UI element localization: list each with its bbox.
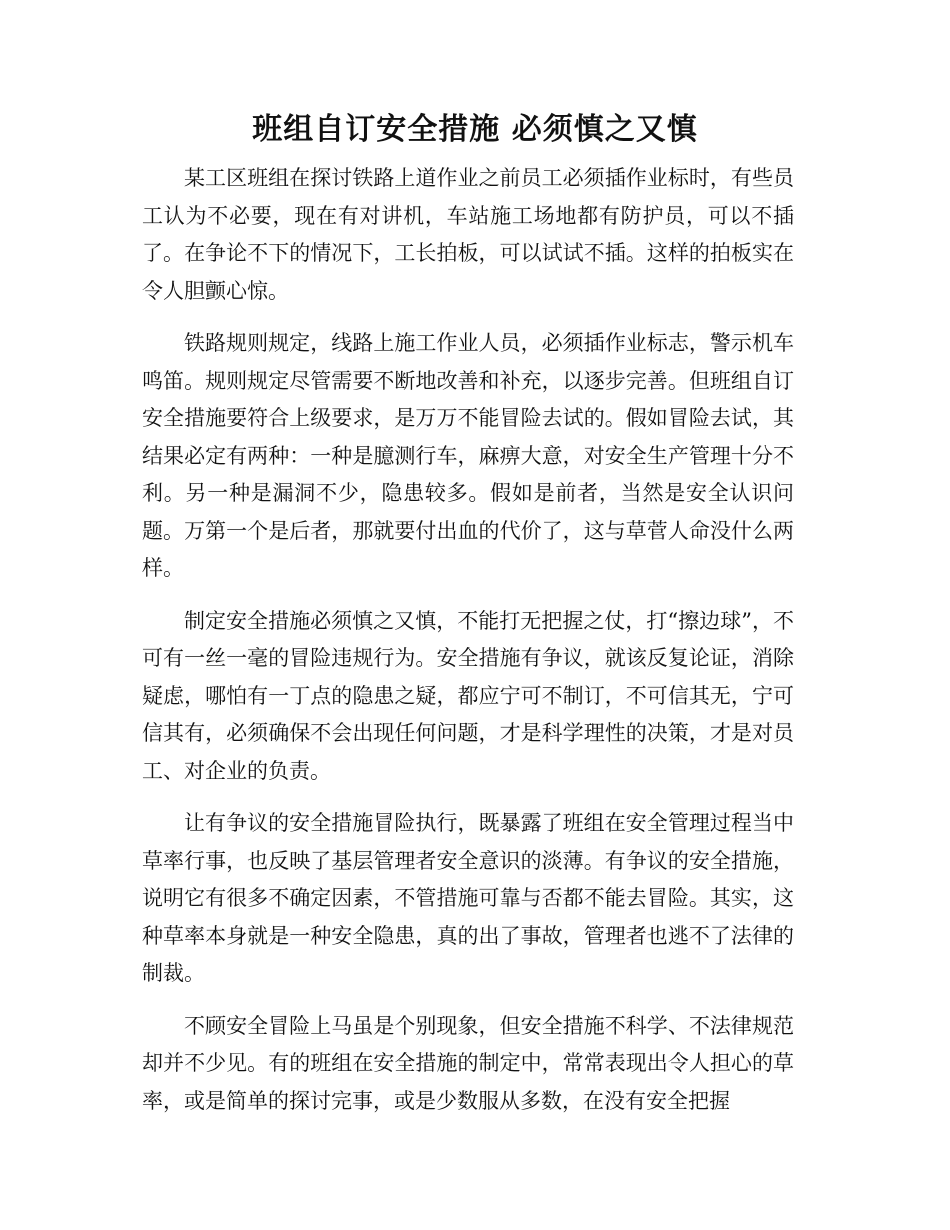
paragraph: 铁路规则规定，线路上施工作业人员，必须插作业标志，警示机车鸣笛。规则规定尽管需要不断地改善和补充，以逐步完善。但班组自订安全措施要符合上级要求，是万万不能冒险去试的。假如冒险去试，其结果必定有两种：一种是臆测行车，麻痹大意，对安全生产管理十分不利。另一种是漏洞不少，隐患较多。假如是前者，当然是安全认识问题。万第一个是后者，那就要付出血的代价了，这与草菅人命没什么两样。 bbox=[142, 331, 794, 580]
document-title: 班组自订安全措施 必须慎之又慎 bbox=[252, 112, 698, 147]
paragraph: 制定安全措施必须慎之又慎，不能打无把握之仗，打“擦边球”，不可有一丝一毫的冒险违规行为。安全措施有争议，就该反复论证，消除疑虑，哪怕有一丁点的隐患之疑，都应宁可不制订，不可信其无，宁可信其有，必须确保不会出现任何问题，才是科学理性的决策，才是对员工、对企业的负责。 bbox=[142, 608, 794, 783]
paragraph: 某工区班组在探讨铁路上道作业之前员工必须插作业标时，有些员工认为不必要，现在有对讲机，车站施工场地都有防护员，可以不插了。在争论不下的情况下，工长拍板，可以试试不插。这样的拍板实在令人胆颤心惊。 bbox=[142, 166, 794, 303]
paragraph: 不顾安全冒险上马虽是个别现象，但安全措施不科学、不法律规范却并不少见。有的班组在安全措施的制定中，常常表现出令人担心的草率，或是简单的探讨完事，或是少数服从多数，在没有安全把握 bbox=[142, 1013, 794, 1113]
document-body bbox=[142, 160, 794, 1135]
paragraph: 让有争议的安全措施冒险执行，既暴露了班组在安全管理过程当中草率行事，也反映了基层管理者安全意识的淡薄。有争议的安全措施，说明它有很多不确定因素，不管措施可靠与否都不能去冒险。其实，这种草率本身就是一种安全隐患，真的出了事故，管理者也逃不了法律的制裁。 bbox=[142, 811, 794, 985]
